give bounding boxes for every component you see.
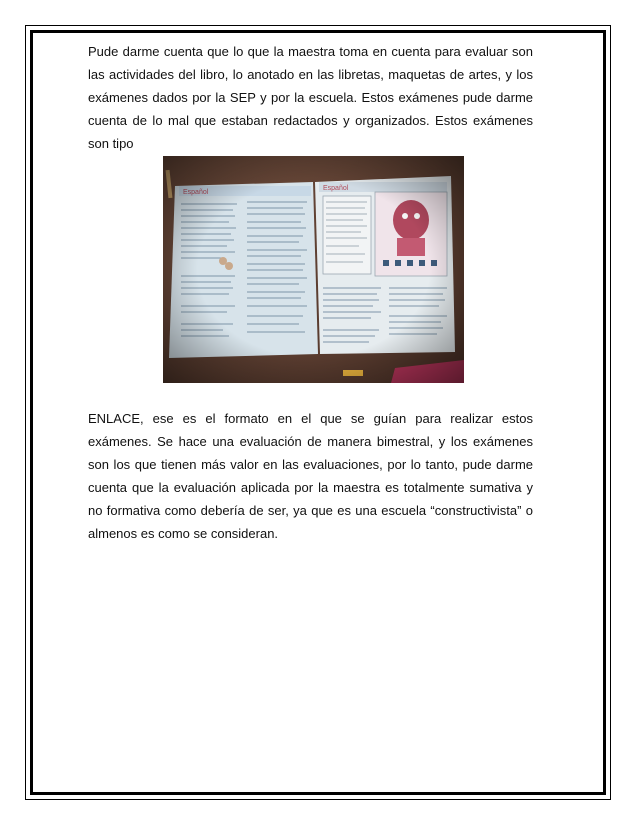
- paragraph-1: Pude darme cuenta que lo que la maestra toma en cuenta para evaluar son las actividades del libro, lo anotado en las libretas, maquetas de artes, y los exámenes dados por la SEP y por la escuela. Estos exámenes pude darme cuenta de lo mal que estaban redactados y organizados. Estos exámenes son tipo: [88, 44, 533, 151]
- paragraph-2: ENLACE, ese es el formato en el que se guían para realizar estos exámenes. Se hace una evaluación de manera bimestral, y los exámenes son los que tienen más valor en las evaluaciones, por lo tanto, pude darme cuenta que la evaluación aplicada por la maestra es totalmente sumativa y no formativa como debería de ser, ya que es una escuela “constructivista” o almenos es como se consideran.: [88, 411, 533, 541]
- exam-booklet-photo: [163, 156, 464, 383]
